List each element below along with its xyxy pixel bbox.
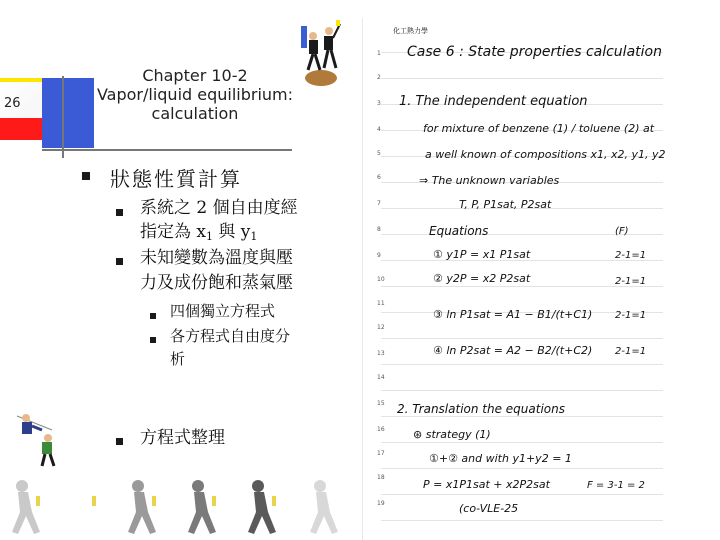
ruled-line [381, 78, 663, 79]
line-number: 15 [377, 400, 385, 407]
line-number: 19 [377, 500, 385, 507]
ruled-line [381, 468, 663, 469]
notes-line: ④ ln P2sat = A2 − B2/(t+C2) [433, 344, 593, 357]
notes-line: 2-1=1 [615, 310, 647, 321]
line-number: 17 [377, 450, 385, 457]
line-number: 5 [377, 150, 381, 157]
notes-line: F = 3-1 = 2 [587, 480, 645, 491]
title-line-2: Vapor/liquid equilibrium: [96, 85, 294, 104]
notes-line: 2-1=1 [615, 250, 647, 261]
item1-sub-x: 1 [206, 230, 213, 243]
line-number: 13 [377, 350, 385, 357]
bullet-marker [116, 438, 123, 445]
line-number: 10 [377, 276, 385, 283]
bullet-marker [150, 313, 156, 319]
notes-line: ① y1P = x1 P1sat [433, 248, 531, 261]
notes-line: 2-1=1 [615, 276, 647, 287]
item2-line1: 未知變數為溫度與壓 [140, 248, 293, 268]
notes-line: a well known of compositions x1, x2, y1, y2 [425, 148, 666, 161]
item1-sub-y: 1 [250, 230, 258, 243]
runners-illustration [0, 476, 360, 540]
climbers-icon [296, 18, 346, 88]
ruled-line [381, 520, 663, 521]
notes-line: P = x1P1sat + x2P2sat [423, 478, 550, 491]
notes-line: (co-VLE-25 [459, 502, 519, 515]
notes-line: for mixture of benzene (1) / toluene (2) at [423, 122, 655, 135]
line-number: 18 [377, 474, 385, 481]
notes-line: T, P, P1sat, P2sat [459, 198, 552, 211]
notes-line: 2-1=1 [615, 346, 647, 357]
title-line-3: calculation [151, 104, 239, 123]
sub-item-2-line2: 析 [170, 350, 186, 368]
line-number: 12 [377, 324, 385, 331]
notes-line: (F) [615, 226, 629, 237]
notes-line: ② y2P = x2 P2sat [433, 272, 531, 285]
notes-line: ③ ln P1sat = A1 − B1/(t+C1) [433, 308, 593, 321]
ruled-line [381, 416, 663, 417]
title-line-1: Chapter 10-2 [142, 66, 248, 85]
line-number: 7 [377, 200, 381, 207]
item3: 方程式整理 [140, 428, 225, 448]
line-number: 2 [377, 74, 381, 81]
notes-line: ①+② and with y1+y2 = 1 [429, 452, 572, 465]
notes-header: 化工熱力學 [393, 27, 428, 35]
item1-line1: 系統之 2 個自由度經 [140, 198, 298, 218]
notes-line: Equations [429, 224, 489, 238]
item1-line2 [140, 220, 257, 249]
slide-title [90, 66, 300, 123]
line-number: 1 [377, 50, 381, 57]
line-number: 4 [377, 126, 381, 133]
line-number: 11 [377, 300, 385, 307]
ruled-line [381, 338, 663, 339]
item1-text-b: 與 y [213, 222, 251, 242]
line-number: 3 [377, 100, 381, 107]
notes-line: Case 6 : State properties calculation [407, 44, 662, 60]
ruled-line [381, 390, 663, 391]
sub-item-1: 四個獨立方程式 [170, 302, 276, 320]
bullet-marker [116, 258, 123, 265]
heading-state-properties: 狀態性質計算 [110, 167, 242, 191]
line-number: 16 [377, 426, 385, 433]
item2-line2: 力及成份飽和蒸氣壓 [140, 273, 293, 293]
notes-line: 2. Translation the equations [397, 402, 565, 416]
item1-text-a: 指定為 x [140, 222, 206, 242]
handwritten-notes [362, 18, 666, 540]
line-number: 9 [377, 252, 381, 259]
notes-line: ⇒ The unknown variables [419, 174, 560, 187]
line-number: 8 [377, 226, 381, 233]
notes-line: 1. The independent equation [399, 94, 588, 109]
bullet-marker [116, 209, 123, 216]
notes-line: ⊛ strategy (1) [413, 428, 491, 441]
line-number: 6 [377, 174, 381, 181]
rock-climber-icon [12, 408, 62, 468]
bullet-marker [82, 172, 90, 180]
divider-vertical [62, 76, 64, 158]
page-number: 26 [4, 96, 21, 111]
line-number: 14 [377, 374, 385, 381]
decor-blue-block [42, 78, 94, 148]
divider-horizontal [42, 149, 292, 151]
ruled-line [381, 494, 663, 495]
ruled-line [381, 364, 663, 365]
ruled-line [381, 442, 663, 443]
bullet-marker [150, 337, 156, 343]
sub-item-2-line1: 各方程式自由度分 [170, 327, 291, 345]
